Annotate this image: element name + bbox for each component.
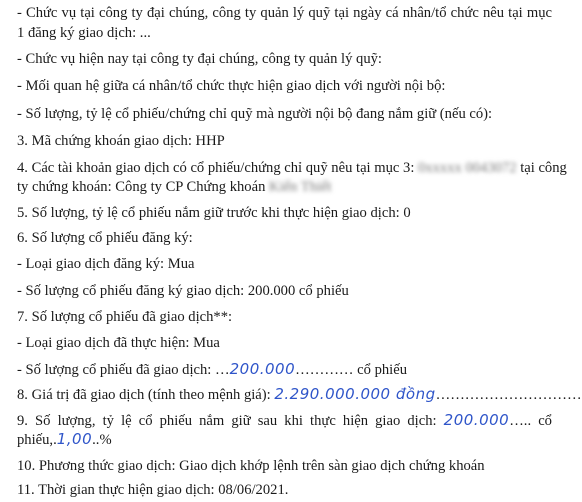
redacted-account-number: 0xxxxx 0043072: [418, 160, 517, 176]
holdings-after-line: 9. Số lượng, tỷ lệ cổ phiếu nắm giữ sau khi thực hiện giao dịch: 200.000….. cổ: [17, 411, 552, 429]
stock-code-line: 3. Mã chứng khoán giao dịch: HHP: [17, 133, 225, 149]
registration-continued-line: 1 đăng ký giao dịch: ...: [17, 25, 151, 41]
executed-trade-type-line: - Loại giao dịch đã thực hiện: Mua: [17, 335, 220, 351]
trade-time-line: 11. Thời gian thực hiện giao dịch: 08/06/2021.: [17, 482, 289, 498]
handwritten-traded-quantity: 200.000: [229, 360, 296, 378]
insider-holdings-line: - Số lượng, tỷ lệ cổ phiếu/chứng chỉ quỹ mà người nội bộ đang nắm giữ (nếu có):: [17, 106, 493, 122]
traded-quantity-line: - Số lượng cổ phiếu đã giao dịch: …200.000………… cổ phiếu: [17, 360, 408, 378]
redacted-company-name: Kiến Thiết: [269, 179, 332, 195]
traded-shares-heading: 7. Số lượng cổ phiếu đã giao dịch**:: [17, 309, 233, 325]
registered-quantity-line: - Số lượng cổ phiếu đăng ký giao dịch: 200.000 cổ phiếu: [17, 283, 349, 299]
holdings-before-line: 5. Số lượng, tỷ lệ cổ phiếu nắm giữ trước khi thực hiện giao dịch: 0: [17, 205, 411, 221]
handwritten-holdings-after: 200.000: [443, 411, 510, 429]
handwritten-traded-value: 2.290.000.000 đồng: [274, 385, 436, 403]
insider-relationship-line: - Mối quan hệ giữa cá nhân/tổ chức thực hiện giao dịch với người nội bộ:: [17, 78, 446, 94]
registered-trade-type-line: - Loại giao dịch đăng ký: Mua: [17, 256, 195, 272]
current-position-line: - Chức vụ hiện nay tại công ty đại chúng, công ty quản lý quỹ:: [17, 51, 382, 67]
holdings-after-ratio-line: phiếu,.1,00..%: [17, 430, 112, 448]
traded-value-line: 8. Giá trị đã giao dịch (tính theo mệnh giá): 2.290.000.000 đồng…………………………: [17, 385, 582, 403]
registered-shares-heading: 6. Số lượng cổ phiếu đăng ký:: [17, 230, 193, 246]
trading-account-line: 4. Các tài khoản giao dịch có cổ phiếu/chứng chỉ quỹ nêu tại mục 3: 0xxxxx 0043072 tại công: [17, 160, 567, 176]
position-at-registration-line: - Chức vụ tại công ty đại chúng, công ty quản lý quỹ tại ngày cá nhân/tổ chức nêu tại mục: [17, 5, 552, 21]
trade-method-line: 10. Phương thức giao dịch: Giao dịch khớp lệnh trên sàn giao dịch chứng khoán: [17, 458, 485, 474]
securities-company-line: ty chứng khoán: Công ty CP Chứng khoán Kiến Thiết: [17, 179, 332, 195]
handwritten-holdings-ratio: 1,00: [56, 430, 93, 448]
